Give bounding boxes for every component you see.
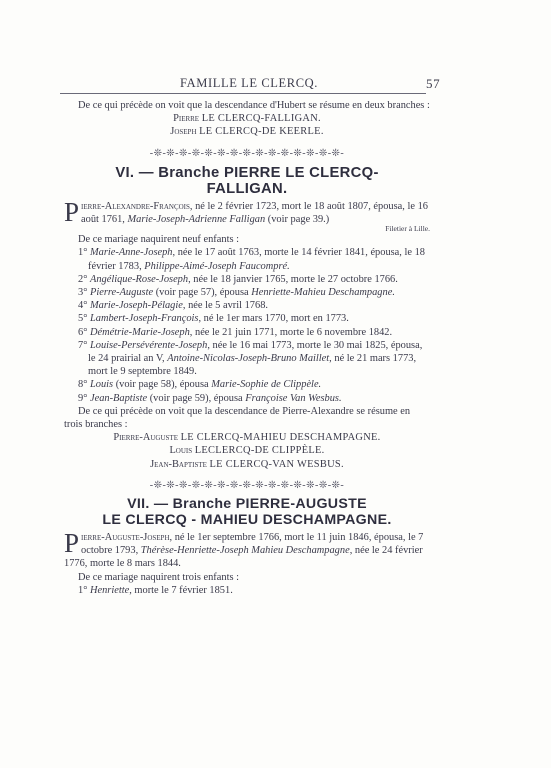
paragraph-text: le 7 octobre 1793, <box>81 532 424 557</box>
item-text: , né le 1er mars 1770, mort en 1773. <box>198 313 349 325</box>
branch-surname: LE CLERCQ-DE KEERLE. <box>199 126 324 138</box>
list-item <box>64 378 430 391</box>
item-text: 1773, mort le 9 septembre 1849. <box>88 353 417 378</box>
item-number: 1° <box>78 247 88 259</box>
paragraph-text: le 16 août 1761, <box>81 200 428 226</box>
heading-line: FALLIGAN. <box>206 180 288 197</box>
branch-line <box>64 458 430 471</box>
drop-cap: P <box>64 528 80 559</box>
section-heading <box>64 497 430 528</box>
child-name: Angélique-Rose-Joseph <box>89 273 189 285</box>
opening-paragraph <box>64 528 430 571</box>
child-name: Pierre-Auguste <box>89 287 154 299</box>
branch-first-name: Pierre-Auguste <box>113 432 178 444</box>
person-name: ierre-Auguste-Joseph <box>81 532 170 544</box>
item-text: le 24 prairial an V, <box>88 353 165 365</box>
page-body <box>64 99 430 597</box>
branch-first-name: Jean-Baptiste <box>150 458 207 470</box>
branch-first-name: Pierre <box>173 113 200 125</box>
children-intro: De ce mariage naquirent neuf enfants : <box>78 234 239 246</box>
branch-surname: LECLERCQ-DE CLIPPÈLE. <box>194 445 325 457</box>
children-intro: De ce mariage naquirent trois enfants : <box>78 571 239 583</box>
child-name: Louise-Persévérente-Joseph <box>89 339 208 351</box>
list-item <box>64 299 430 312</box>
child-name: Henriette <box>89 584 130 596</box>
page-number: 57 <box>426 76 441 91</box>
item-number: 4° <box>78 300 88 312</box>
branch-line <box>64 431 430 444</box>
item-number: 3° <box>78 287 88 299</box>
heading-line: VI. — Branche PIERRE LE CLERCQ- <box>115 164 379 181</box>
child-name: Jean-Baptiste <box>89 392 148 404</box>
spouse-name: Philippe-Aimé-Joseph Faucompré. <box>144 260 290 272</box>
item-number: 2° <box>78 273 88 285</box>
item-text: , née le 5 avril 1768. <box>182 300 268 312</box>
item-text: (voir page 59), épousa <box>149 392 243 404</box>
list-item <box>64 312 430 325</box>
paragraph-text: , né le 2 février 1723, mort le 18 août 1807, épousa, <box>189 200 405 212</box>
ornament-divider: -❊-❊-❊-❊-❊-❊-❊-❊-❊-❊-❊-❊-❊-❊-❊- <box>149 479 345 491</box>
child-name: Marie-Joseph-Pélagie <box>89 300 183 312</box>
item-text: , née le 16 mai 1773, morte le 30 mai 1825, épousa, <box>207 339 423 351</box>
spouse-name: Marie-Sophie de Clippèle. <box>211 379 322 391</box>
child-name: Démétrie-Marie-Joseph <box>89 326 190 338</box>
paragraph-text: , née le 24 <box>349 545 393 557</box>
spouse-name: Thérèse-Henriette-Joseph Mahieu Deschampagne <box>140 545 350 557</box>
item-number: 1° <box>78 584 88 596</box>
spouse-name: Françoise Van Wesbus. <box>245 392 342 404</box>
item-text: , née le 21 juin 1771, morte le 6 novembre 1842. <box>189 326 393 338</box>
spouse-name: Henriette-Mahieu Deschampagne. <box>251 287 395 299</box>
branch-line <box>64 112 430 125</box>
child-name: Marie-Anne-Joseph <box>89 247 173 259</box>
branch-surname: LE CLERCQ-FALLIGAN. <box>201 113 321 125</box>
heading-line: VII. — Branche PIERRE-AUGUSTE <box>127 496 367 513</box>
item-text: , né le 21 mars <box>329 353 391 365</box>
item-text: (voir page 57), épousa <box>155 287 249 299</box>
list-item <box>64 584 430 597</box>
person-name: ierre-Alexandre-François <box>81 200 190 212</box>
section-heading <box>64 165 430 197</box>
child-name: Louis <box>89 379 114 391</box>
list-item <box>64 286 430 299</box>
header-rule <box>60 93 426 94</box>
item-text: , née le 18 janvier 1765, morte le 27 octobre 1766. <box>188 273 398 285</box>
item-text: , morte le 7 février 1851. <box>129 584 233 596</box>
list-item <box>64 246 430 272</box>
item-text: 18 février 1783, <box>88 247 425 272</box>
child-name: Lambert-Joseph-François <box>89 313 199 325</box>
item-number: 9° <box>78 392 88 404</box>
item-number: 8° <box>78 379 88 391</box>
margin-note: Filetier à Lille. <box>385 224 430 234</box>
list-item <box>64 392 430 405</box>
paragraph-text: , né le 1er septembre 1766, mort le 11 juin 1846, épousa, <box>169 532 406 544</box>
item-number: 7° <box>78 339 88 351</box>
branch-surname: LE CLERCQ-MAHIEU DESCHAMPAGNE. <box>180 432 381 444</box>
opening-paragraph <box>64 196 430 227</box>
branch-line <box>64 444 430 457</box>
paragraph-text: février 1776, morte le 8 mars 1844. <box>64 545 423 570</box>
paragraph-text: (voir page 39.) <box>267 214 330 226</box>
ornament-divider: -❊-❊-❊-❊-❊-❊-❊-❊-❊-❊-❊-❊-❊-❊-❊- <box>149 147 345 159</box>
branch-line <box>64 125 430 138</box>
branch-surname: LE CLERCQ-VAN WESBUS. <box>209 458 344 470</box>
heading-line: LE CLERCQ - MAHIEU DESCHAMPAGNE. <box>102 511 392 528</box>
branch-first-name: Joseph <box>170 126 197 138</box>
list-item <box>64 326 430 339</box>
item-text: (voir page 58), épousa <box>115 379 209 391</box>
item-text: , née le 17 août 1763, morte le 14 février 1841, épousa, le <box>172 247 412 259</box>
running-title: FAMILLE LE CLERCQ. <box>180 76 318 90</box>
list-item <box>64 339 430 379</box>
summary-paragraph: De ce qui précède on voit que la descendance de Pierre-Alexandre se résume en trois branches : <box>64 405 411 431</box>
drop-cap: P <box>64 196 80 227</box>
spouse-name: Marie-Joseph-Adrienne Falligan <box>127 214 266 226</box>
item-number: 6° <box>78 326 88 338</box>
intro-paragraph: De ce qui précède on voit que la descendance d'Hubert se résume en deux branches : <box>78 100 430 111</box>
spouse-name: Antoine-Nicolas-Joseph-Bruno Maillet <box>167 353 330 365</box>
list-item <box>64 273 430 286</box>
item-number: 5° <box>78 313 88 325</box>
branch-first-name: Louis <box>169 445 193 457</box>
